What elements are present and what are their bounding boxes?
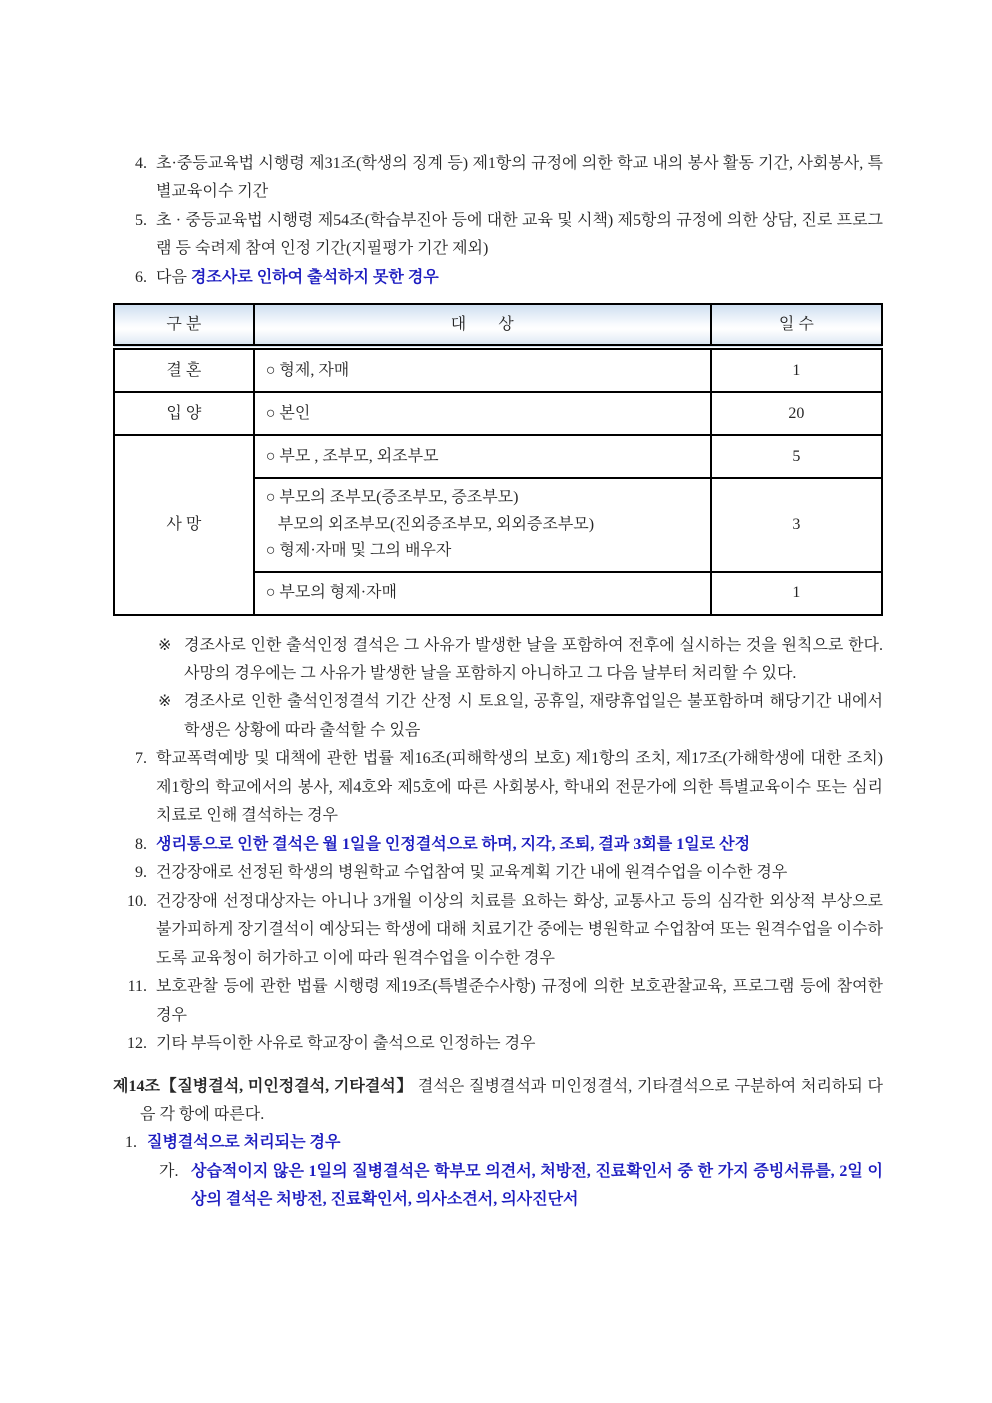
item-number: 10. <box>127 892 147 910</box>
cell-target <box>254 478 711 571</box>
item-text-highlight: 질병결석으로 처리되는 경우 <box>147 1134 341 1152</box>
item-number: 1. <box>125 1134 137 1152</box>
ordered-item-11 <box>113 973 883 1030</box>
item-number: 가. <box>159 1162 179 1180</box>
item-text: 학교폭력예방 및 대책에 관한 법률 제16조(피해학생의 보호) 제1항의 조치, 제17조(가해학생에 대한 조치) 제1항의 학교에서의 봉사, 제4호와 제5호에 따른 사회봉사, 학내외 전문가에 의한 특별교육이수 또는 심리치료로 인해 결석하는 경우 <box>156 750 883 825</box>
item-text: 건강장애로 선정된 학생의 병원학교 수업참여 및 교육계획 기간 내에 원격수업을 이수한 경우 <box>156 864 788 882</box>
reference-mark: ※ <box>158 636 172 654</box>
item-text: 건강장애 선정대상자는 아니나 3개월 이상의 치료를 요하는 화상, 교통사고 등의 심각한 외상적 부상으로 불가피하게 장기결석이 예상되는 학생에 대해 치료기간 중에는 병원학교 수업참여 또는 원격수업을 이수하도록 교육청이 허가하고 이에 따라 원격수업을 이수한 경우 <box>156 892 883 967</box>
table-header-category: 구 분 <box>114 304 254 347</box>
item-text-highlight: 생리통으로 인한 결석은 월 1일을 인정결석으로 하며, 지각, 조퇴, 결과 3회를 1일로 산정 <box>156 835 751 853</box>
cell-target-line: 부모의 외조부모(진외증조부모, 외외증조부모) <box>265 515 595 533</box>
item-number: 7. <box>135 750 147 768</box>
cell-target-line: ○ 본인 <box>265 404 311 422</box>
item-text-prefix: 다음 <box>156 268 191 286</box>
ordered-item-12 <box>113 1030 883 1058</box>
ordered-item-8 <box>113 831 883 859</box>
table-row-death-1 <box>114 435 882 478</box>
item-text-highlight: 상습적이지 않은 1일의 질병결석은 학부모 의견서, 처방전, 진료확인서 중 한 가지 증빙서류를, 2일 이상의 결석은 처방전, 진료확인서, 의사소견서, 의사진단서 <box>191 1162 883 1209</box>
article-14-sub-item-ga <box>159 1158 883 1215</box>
cell-days: 5 <box>711 435 882 478</box>
ordered-item-7 <box>113 745 883 830</box>
reference-mark: ※ <box>158 693 172 711</box>
cell-target-line: ○ 부모 , 조부모, 외조부모 <box>265 447 439 465</box>
item-text <box>156 264 883 292</box>
article-14-title: 제14조【질병결석, 미인정결석, 기타결석】 <box>113 1077 414 1095</box>
cell-target-line: ○ 형제·자매 및 그의 배우자 <box>265 542 452 560</box>
item-number: 9. <box>135 864 147 882</box>
note-text: 경조사로 인한 출석인정 결석은 그 사유가 발생한 날을 포함하여 전후에 실시하는 것을 원칙으로 한다. 사망의 경우에는 그 사유가 발생한 날을 포함하지 아니하고 그 다음 날부터 처리할 수 있다. <box>184 636 883 682</box>
cell-target <box>254 392 711 435</box>
table-row-adoption <box>114 392 882 435</box>
cell-days: 1 <box>711 347 882 392</box>
article-14-paragraph <box>113 1073 883 1130</box>
cell-category-death: 사 망 <box>114 435 254 614</box>
cell-target <box>254 347 711 392</box>
ordered-item-9 <box>113 859 883 887</box>
document-content <box>113 150 883 1215</box>
note-text: 경조사로 인한 출석인정결석 기간 산정 시 토요일, 공휴일, 재량휴업일은 불포함하며 해당기간 내에서 학생은 상황에 따라 출석할 수 있음 <box>184 693 883 739</box>
cell-target <box>254 435 711 478</box>
item-text-highlight: 경조사로 인하여 출석하지 못한 경우 <box>190 268 439 286</box>
item-number: 8. <box>135 835 147 853</box>
cell-days: 20 <box>711 392 882 435</box>
cell-target <box>254 572 711 615</box>
cell-category: 입 양 <box>114 392 254 435</box>
item-number: 6. <box>135 268 147 286</box>
ordered-item-10 <box>113 888 883 973</box>
table-header-days: 일 수 <box>711 304 882 347</box>
item-number: 11. <box>127 978 147 996</box>
cell-target-line: ○ 형제, 자매 <box>265 361 350 379</box>
table-header-row <box>114 304 882 347</box>
cell-days: 1 <box>711 572 882 615</box>
note-2 <box>158 688 883 745</box>
item-text: 초·중등교육법 시행령 제31조(학생의 징계 등) 제1항의 규정에 의한 학교 내의 봉사 활동 기간, 사회봉사, 특별교육이수 기간 <box>156 155 883 201</box>
ordered-item-5 <box>113 207 883 264</box>
ordered-item-4 <box>113 150 883 207</box>
table-row-marriage <box>114 347 882 392</box>
cell-target-line: ○ 부모의 조부모(증조부모, 증조부모) <box>265 489 519 507</box>
attendance-table <box>113 303 883 615</box>
item-text: 초 · 중등교육법 시행령 제54조(학습부진아 등에 대한 교육 및 시책) 제5항의 규정에 의한 상담, 진로 프로그램 등 숙려제 참여 인정 기간(지필평가 기간 제외) <box>156 211 883 258</box>
item-number: 5. <box>135 211 147 229</box>
item-number: 12. <box>127 1035 147 1053</box>
table-header-target: 대 상 <box>254 304 711 347</box>
item-number: 4. <box>135 155 147 172</box>
article-14-sub-item-1 <box>125 1129 883 1157</box>
cell-target-line: ○ 부모의 형제·자매 <box>265 583 397 601</box>
cell-category: 결 혼 <box>114 347 254 392</box>
item-text: 보호관찰 등에 관한 법률 시행령 제19조(특별준수사항) 규정에 의한 보호관찰교육, 프로그램 등에 참여한 경우 <box>156 978 883 1024</box>
article-14-text: 결석은 질병결석과 미인정결석, 기타결석으로 구분하여 처리하되 다음 각 항에 따른다. <box>140 1077 883 1124</box>
item-text: 기타 부득이한 사유로 학교장이 출석으로 인정하는 경우 <box>156 1035 536 1053</box>
note-1 <box>158 632 883 689</box>
cell-days: 3 <box>711 478 882 571</box>
ordered-item-6 <box>113 264 883 292</box>
